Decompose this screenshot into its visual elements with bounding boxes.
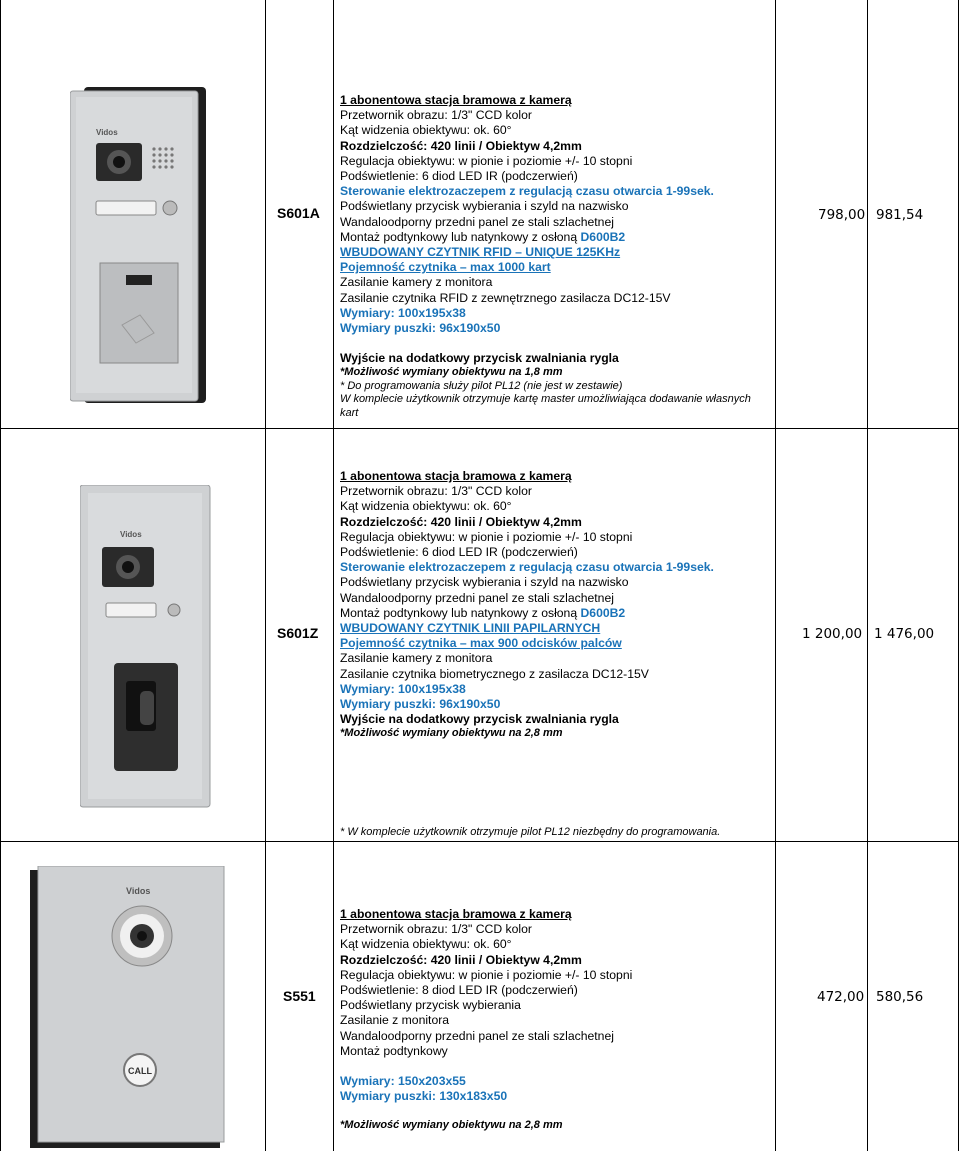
- col-divider-2: [333, 0, 334, 1151]
- price-net-s601a: 798,00: [818, 207, 866, 223]
- description-line: Zasilanie czytnika RFID z zewnętrznego zasilacza DC12-15V: [340, 290, 671, 305]
- description-line: Kąt widzenia obiektywu: ok. 60°: [340, 499, 512, 514]
- description-line: WBUDOWANY CZYTNIK RFID – UNIQUE 125KHz: [340, 245, 621, 260]
- description-text: Montaż podtynkowy lub natynkowy z osłoną: [340, 605, 581, 620]
- description-line: 1 abonentowa stacja bramowa z kamerą: [340, 907, 572, 921]
- description-line: Zasilanie z monitora: [340, 1013, 450, 1028]
- description-line: Regulacja obiektywu: w pionie i poziomie +/- 10 stopni: [340, 153, 633, 168]
- description-line: Podświetlenie: 8 diod LED IR (podczerwień): [340, 983, 578, 998]
- description-line: Zasilanie czytnika biometrycznego z zasilacza DC12-15V: [340, 666, 649, 681]
- description-line: Regulacja obiektywu: w pionie i poziomie +/- 10 stopni: [340, 529, 633, 544]
- price-gross-s601z: 1 476,00: [874, 626, 935, 642]
- description-line: 1 abonentowa stacja bramowa z kamerą: [340, 93, 572, 107]
- description-line: Wyjście na dodatkowy przycisk zwalniania rygla: [340, 712, 619, 727]
- description-line: Wyjście na dodatkowy przycisk zwalniania rygla: [340, 351, 619, 366]
- model-s601z: S601Z: [277, 625, 319, 641]
- brand-logo: Vidos: [126, 886, 151, 896]
- col-divider-3: [775, 0, 776, 1151]
- price-net-s601z: 1 200,00: [802, 626, 863, 642]
- description-text: Montaż podtynkowy lub natynkowy z osłoną: [340, 229, 581, 244]
- description-s601z: [340, 469, 760, 741]
- description-line: Pojemność czytnika – max 1000 kart: [340, 260, 551, 275]
- description-line: Przetwornik obrazu: 1/3" CCD kolor: [340, 484, 532, 499]
- description-line: [340, 230, 760, 245]
- model-s601a: S601A: [277, 205, 320, 221]
- description-line: Kąt widzenia obiektywu: ok. 60°: [340, 123, 512, 138]
- housing-code: D600B2: [580, 229, 626, 244]
- description-line: Rozdzielczość: 420 linii / Obiektyw 4,2mm: [340, 138, 582, 153]
- brand-logo: Vidos: [120, 530, 142, 539]
- description-line: * Do programowania służy pilot PL12 (nie jest w zestawie): [340, 379, 623, 392]
- description-line: Rozdzielczość: 420 linii / Obiektyw 4,2mm: [340, 514, 582, 529]
- price-gross-s601a: 981,54: [876, 207, 924, 223]
- description-s551: [340, 907, 760, 1133]
- description-line: Wymiary: 150x203x55: [340, 1074, 466, 1089]
- description-line: [340, 336, 760, 351]
- col-divider-1: [265, 0, 266, 1151]
- border-left: [0, 0, 1, 1151]
- description-line: *Możliwość wymiany obiektywu na 1,8 mm: [340, 366, 563, 379]
- description-line: Wymiary puszki: 96x190x50: [340, 697, 501, 712]
- description-line: Wandaloodporny przedni panel ze stali szlachetnej: [340, 1028, 614, 1043]
- model-s551: S551: [283, 988, 316, 1004]
- product-image-s551: [30, 866, 230, 1156]
- brand-logo: Vidos: [96, 128, 118, 137]
- description-line: W komplecie użytkownik otrzymuje kartę master umożliwiająca dodawanie własnych kart: [340, 393, 751, 419]
- description-line: Wymiary puszki: 96x190x50: [340, 321, 501, 336]
- housing-code: D600B2: [580, 605, 626, 620]
- description-line: 1 abonentowa stacja bramowa z kamerą: [340, 469, 572, 483]
- product-image-s601z: [80, 485, 220, 815]
- description-line: Przetwornik obrazu: 1/3" CCD kolor: [340, 108, 532, 123]
- product-image-s601a: [70, 85, 210, 410]
- description-line: Kąt widzenia obiektywu: ok. 60°: [340, 937, 512, 952]
- description-line: [340, 606, 760, 621]
- description-line: Przetwornik obrazu: 1/3" CCD kolor: [340, 922, 532, 937]
- description-line: WBUDOWANY CZYTNIK LINII PAPILARNYCH: [340, 621, 601, 636]
- description-line: Wymiary: 100x195x38: [340, 681, 466, 696]
- description-line: Zasilanie kamery z monitora: [340, 275, 493, 290]
- description-line: Podświetlenie: 6 diod LED IR (podczerwień): [340, 545, 578, 560]
- row-divider-2: [0, 841, 959, 842]
- description-line: Sterowanie elektrozaczepem z regulacją czasu otwarcia 1-99sek.: [340, 560, 714, 575]
- description-line: Wymiary: 100x195x38: [340, 305, 466, 320]
- description-line: Regulacja obiektywu: w pionie i poziomie +/- 10 stopni: [340, 967, 633, 982]
- call-label: CALL: [128, 1066, 152, 1076]
- description-line: [340, 1059, 760, 1074]
- description-line: *Możliwość wymiany obiektywu na 2,8 mm: [340, 727, 563, 740]
- description-line: *Możliwość wymiany obiektywu na 2,8 mm: [340, 1119, 563, 1132]
- footnote-s601z: * W komplecie użytkownik otrzymuje pilot PL12 niezbędny do programowania.: [340, 826, 721, 838]
- description-line: Sterowanie elektrozaczepem z regulacją czasu otwarcia 1-99sek.: [340, 184, 714, 199]
- row-divider-1: [0, 428, 959, 429]
- price-gross-s551: 580,56: [876, 989, 924, 1005]
- price-net-s551: 472,00: [817, 989, 865, 1005]
- description-s601a: [340, 93, 760, 420]
- description-line: Podświetlenie: 6 diod LED IR (podczerwień): [340, 169, 578, 184]
- description-line: Podświetlany przycisk wybierania i szyld na nazwisko: [340, 575, 629, 590]
- description-line: Zasilanie kamery z monitora: [340, 651, 493, 666]
- description-line: Wandaloodporny przedni panel ze stali szlachetnej: [340, 590, 614, 605]
- description-line: Wymiary puszki: 130x183x50: [340, 1089, 508, 1104]
- description-line: Podświetlany przycisk wybierania: [340, 998, 521, 1013]
- col-divider-4: [867, 0, 868, 1151]
- description-line: [340, 1104, 760, 1119]
- description-line: Wandaloodporny przedni panel ze stali szlachetnej: [340, 214, 614, 229]
- description-line: Podświetlany przycisk wybierania i szyld na nazwisko: [340, 199, 629, 214]
- border-right: [958, 0, 959, 1151]
- description-line: Montaż podtynkowy: [340, 1043, 448, 1058]
- description-line: Rozdzielczość: 420 linii / Obiektyw 4,2mm: [340, 952, 582, 967]
- description-line: Pojemność czytnika – max 900 odcisków palców: [340, 636, 622, 651]
